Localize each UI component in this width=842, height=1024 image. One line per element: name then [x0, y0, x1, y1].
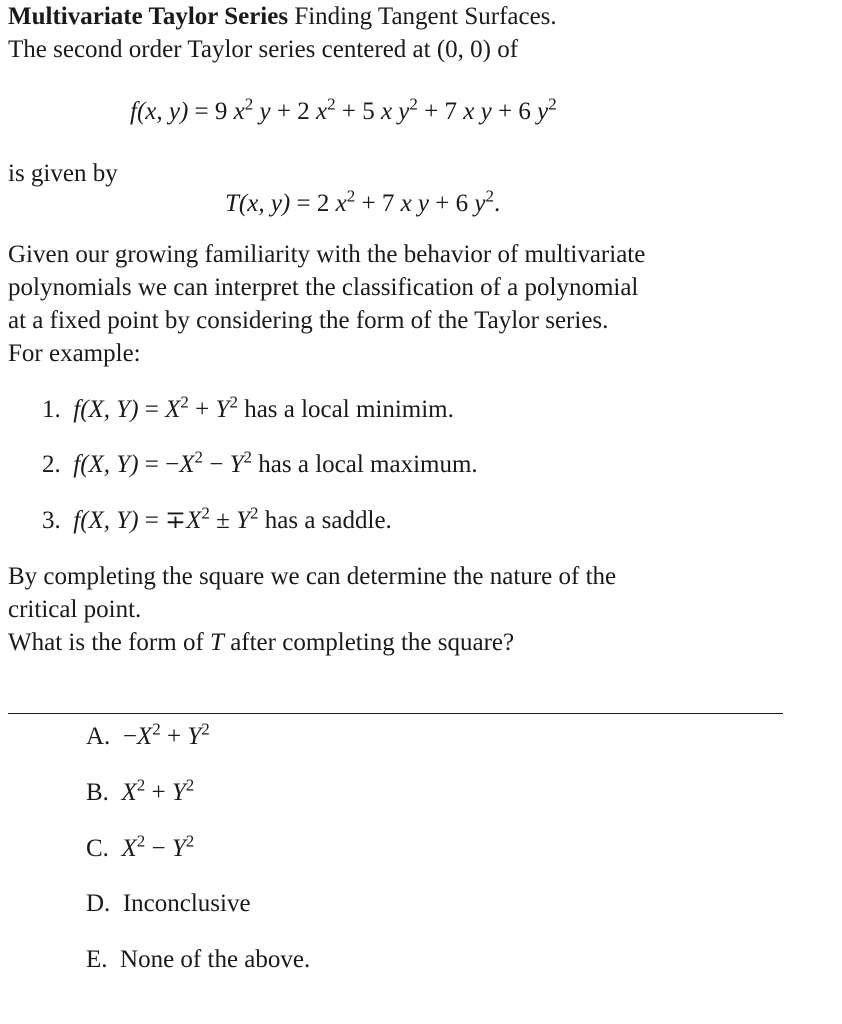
example-var-a: X: [179, 451, 195, 478]
example-op: −: [203, 451, 230, 478]
f-t2-var: x: [315, 98, 328, 125]
t-equals: =: [290, 190, 317, 217]
choice-exp-b: 2: [185, 831, 195, 851]
example-exp-a: 2: [180, 392, 189, 412]
f-t1-var: x: [233, 98, 245, 125]
example-prefix: −: [165, 451, 180, 478]
f-t5-var: y: [537, 98, 549, 125]
example-number: 2.: [42, 451, 61, 478]
example-item-3: [42, 503, 392, 536]
choice-exp-a: 2: [136, 831, 146, 851]
f-t4-var: x y: [463, 98, 492, 125]
choice-prefix: −: [122, 723, 137, 750]
question-post: after completing the square?: [223, 629, 515, 656]
choice-op: +: [145, 779, 172, 806]
f-t2-coef: 2: [297, 98, 310, 125]
example-exp-b: 2: [229, 392, 238, 412]
closing-line-1: By completing the square we can determine the nature of the: [8, 563, 617, 590]
example-var-a: X: [165, 396, 181, 423]
example-exp-a: 2: [201, 503, 210, 523]
choice-text: Inconclusive: [122, 890, 251, 917]
example-op: +: [188, 396, 216, 423]
f-op1: +: [270, 98, 298, 125]
f-t1-var2: y: [253, 98, 271, 125]
example-equals: =: [138, 451, 166, 478]
paragraph-line-3: at a fixed point by considering the form of the Taylor series.: [8, 307, 609, 334]
example-var-a: X: [186, 507, 202, 534]
example-op: ±: [209, 507, 237, 534]
intro-point: (0, 0): [436, 36, 492, 63]
question-line: [8, 629, 514, 658]
example-number: 3.: [42, 507, 61, 534]
f-t1-coef: 9: [214, 98, 228, 125]
closing-line-2: critical point.: [8, 596, 142, 623]
example-lhs: f(X, Y): [73, 451, 139, 478]
choice-var-a: X: [121, 779, 137, 806]
example-item-1: [42, 392, 454, 425]
choice-exp-b: 2: [201, 719, 210, 739]
example-exp-b: 2: [250, 503, 259, 523]
paragraph-line-1: Given our growing familiarity with the behavior of multivariate: [8, 241, 646, 268]
t-lhs: T(x, y): [225, 190, 291, 217]
t-t3-var: y: [474, 190, 486, 217]
title-bold: Multivariate Taylor Series: [8, 3, 289, 30]
paragraph-line-4: For example:: [8, 340, 141, 367]
choice-exp-a: 2: [152, 719, 161, 739]
example-description: has a local minimim.: [237, 396, 454, 423]
t-op2: +: [429, 190, 456, 217]
choice-var-b: Y: [171, 835, 186, 862]
example-lhs: f(X, Y): [73, 396, 139, 423]
f-t5-exp: 2: [548, 94, 557, 114]
intro-line: [8, 36, 518, 65]
example-description: has a saddle.: [258, 507, 392, 534]
f-op3: +: [417, 98, 445, 125]
intro-end: of: [491, 36, 519, 63]
choice-e[interactable]: [86, 946, 310, 975]
example-description: has a local maximum.: [252, 451, 478, 478]
t-t3-exp: 2: [485, 186, 494, 206]
taylor-definition: [225, 186, 501, 219]
function-definition: [130, 94, 557, 127]
t-t1-var: x: [335, 190, 347, 217]
example-lhs: f(X, Y): [73, 507, 139, 534]
choice-label: E.: [86, 946, 108, 973]
choice-label: B.: [86, 779, 109, 806]
t-op1: +: [355, 190, 382, 217]
question-var: T: [210, 629, 224, 656]
example-var-b: Y: [236, 507, 251, 534]
t-t2-var: x y: [400, 190, 430, 217]
choice-text: None of the above.: [120, 946, 311, 973]
choice-var-b: Y: [187, 723, 202, 750]
f-t3-exp: 2: [409, 94, 418, 114]
f-t1-exp: 2: [244, 94, 254, 114]
choice-exp-b: 2: [185, 775, 195, 795]
choice-var-a: X: [136, 723, 153, 750]
f-lhs: f(x, y): [130, 98, 189, 125]
f-t3-coef: 5: [362, 98, 375, 125]
intro-text: The second order Taylor series centered at: [8, 36, 437, 63]
t-end: .: [494, 190, 501, 217]
example-equals: =: [138, 396, 166, 423]
example-item-2: [42, 447, 478, 480]
choice-b[interactable]: [86, 775, 195, 808]
title-rest: Finding Tangent Surfaces.: [288, 3, 557, 30]
choice-d[interactable]: [86, 890, 251, 919]
example-exp-a: 2: [194, 447, 204, 467]
choice-op: −: [145, 835, 172, 862]
f-equals: =: [188, 98, 215, 125]
paragraph-line-2: polynomials we can interpret the classification of a polynomial: [8, 274, 639, 301]
f-t2-exp: 2: [327, 94, 336, 114]
example-equals: =: [138, 507, 166, 534]
choice-var-b: Y: [171, 779, 186, 806]
t-t3-coef: 6: [455, 190, 469, 217]
section-divider: [8, 713, 783, 714]
question-pre: What is the form of: [8, 629, 211, 656]
t-t2-coef: 7: [381, 190, 395, 217]
f-op4: +: [491, 98, 519, 125]
f-op2: +: [335, 98, 363, 125]
example-prefix: ∓: [165, 507, 187, 534]
example-var-b: Y: [215, 396, 230, 423]
example-number: 1.: [42, 396, 61, 423]
example-var-b: Y: [229, 451, 244, 478]
choice-label: A.: [86, 723, 111, 750]
title-line: [8, 3, 557, 32]
given-by-text: is given by: [8, 160, 118, 187]
choice-var-a: X: [121, 835, 137, 862]
choice-exp-a: 2: [136, 775, 146, 795]
t-t1-exp: 2: [346, 186, 356, 206]
choice-label: C.: [86, 835, 109, 862]
choice-op: +: [160, 723, 188, 750]
choice-a[interactable]: [86, 719, 210, 752]
f-t3-var: x y: [380, 98, 410, 125]
t-t1-coef: 2: [316, 190, 330, 217]
f-t5-coef: 6: [518, 98, 531, 125]
example-exp-b: 2: [243, 447, 253, 467]
choice-label: D.: [86, 890, 111, 917]
choice-c[interactable]: [86, 831, 195, 864]
f-t4-coef: 7: [444, 98, 458, 125]
